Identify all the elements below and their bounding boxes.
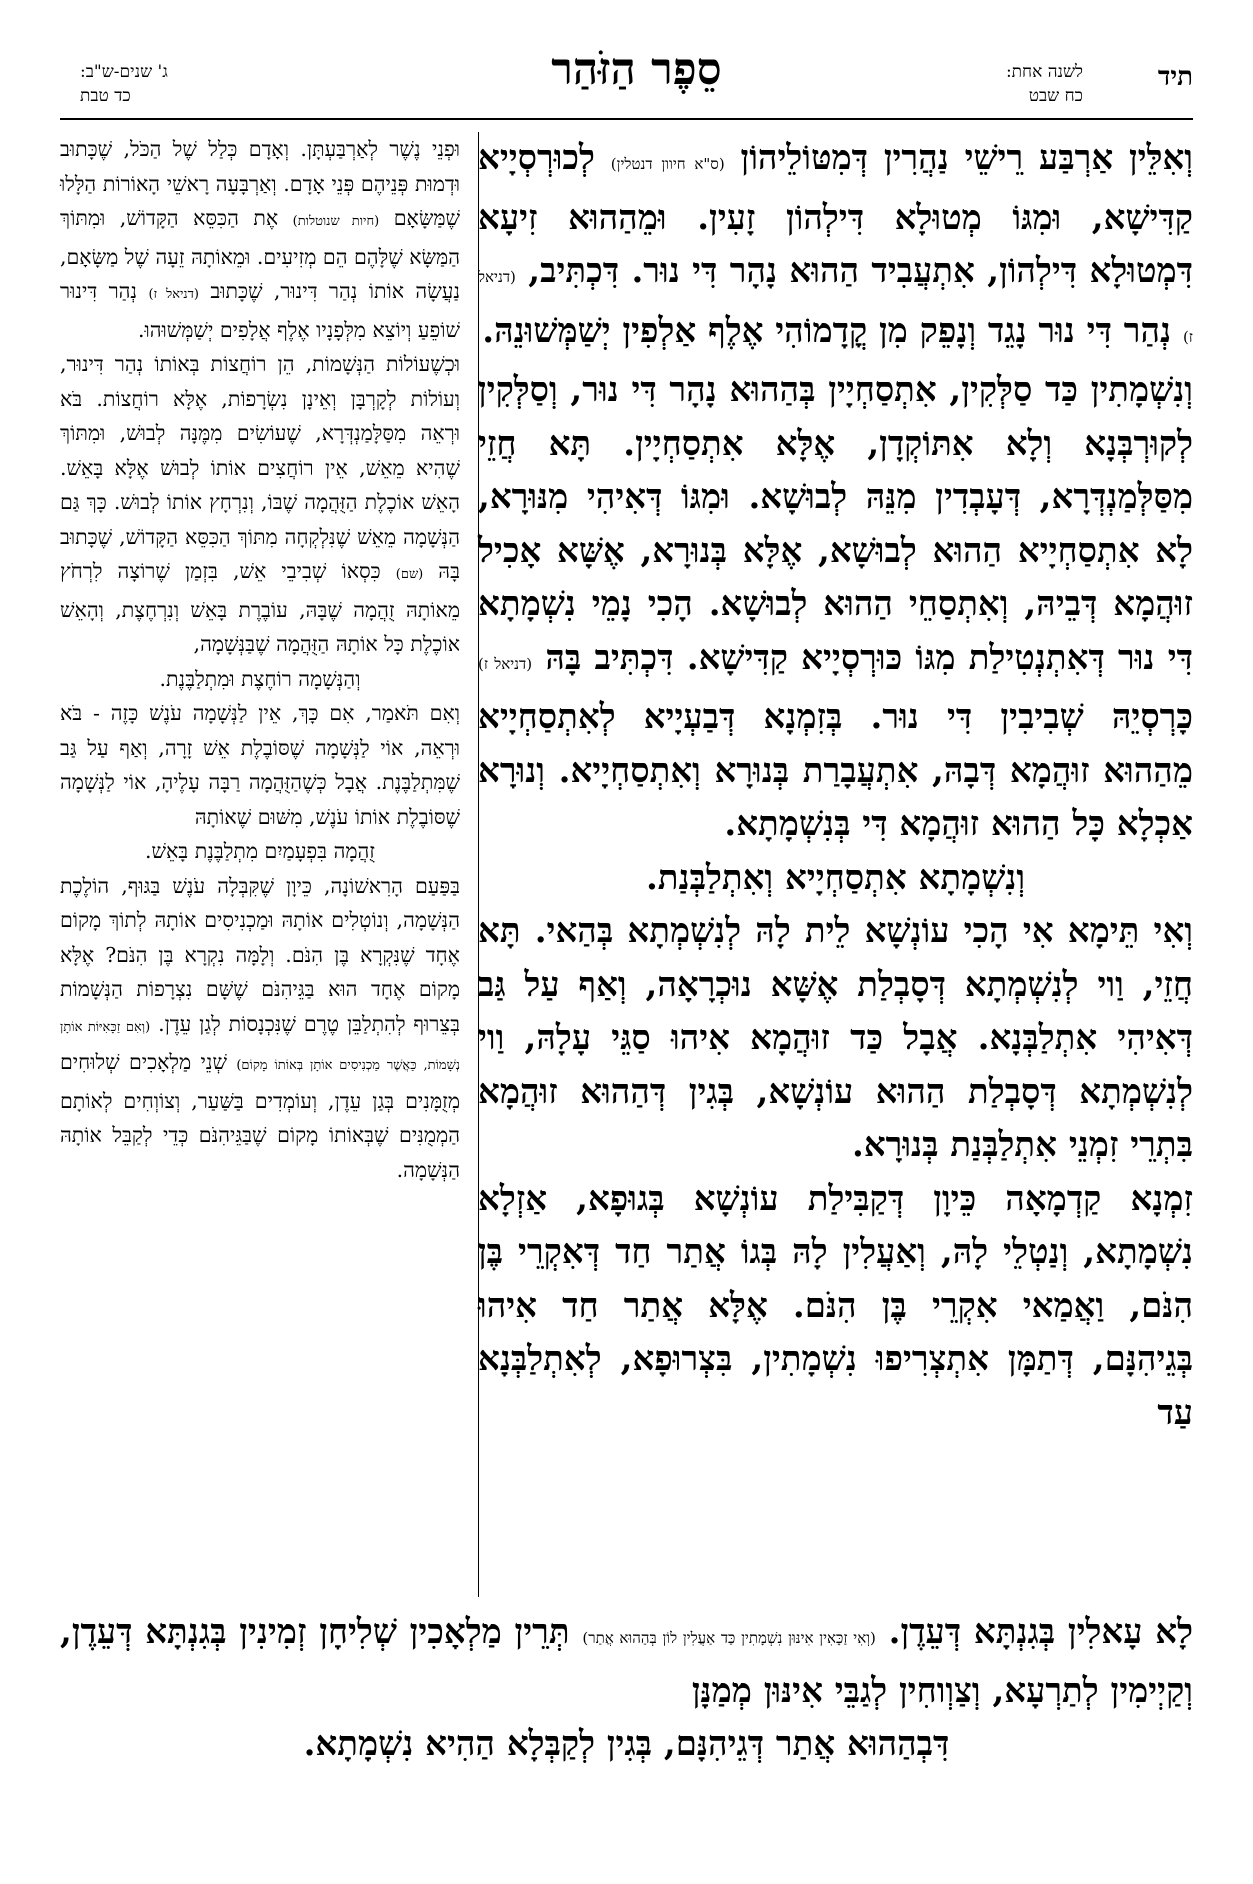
schedule-one-year-label: לשנה אחת: — [1005, 62, 1083, 82]
main-text: וְנִשְׁמָתִין כַּד סַלְּקִין, אִתְסַחְיָין בְּהַהוּא נָהָר דִּי נוּר, וְסַלְּקִין לְקוּרְבְּנָא וְלָא אִתּוֹקְדָן, אֶלָּא אִתְסַחְיָין. תָּא חֲזֵי מִסַּלְּמַנְדְּרָא, דְּעָבְדִין מִנֵּהּ לְבוּשָׁא. וּמִגּוֹ דְּאִיהִי מִנּוּרָא, לָא אִתְסַחְיָיא הַהוּא לְבוּשָׁא, אֶלָּא בְּנוּרָא, אֶשָּׁא אָכִיל זוּהֲמָא דְּבֵיהּ, וְאִתְסַחֵי הַהוּא לְבוּשָׁא. הָכִי נָמֵי נִשְׁמָתָא דִּי נוּר דְּאִתְנְטִילַת מִגּוֹ כּוּרְסְיָיא קַדִּישָׁא. דִּכְתִּיב בָּהּ — [478, 370, 1193, 678]
side-paragraph-4 — [60, 869, 460, 1188]
side-paragraph-3-end: זֻהֲמָה בִּפְעָמַיִם מִתְלַבֶּנֶת בָּאֵשׁ. — [144, 839, 376, 863]
main-text: לָא עָאלִין בְּגִנְתָּא דְּעֵדֶן. — [888, 1612, 1193, 1652]
verse-reference: (דניאל ז) — [478, 654, 533, 673]
book-title: סֵפֶר הַזֹּהַר — [551, 44, 722, 95]
side-text: וּכְשֶׁעוֹלוֹת הַנְּשָׁמוֹת, הֵן רוֹחֲצוֹת בְּאוֹתוֹ נְהַר דִּינוּר, וְעוֹלוֹת לְקָרְבָּן וְאֵינָן נִשְׂרָפוֹת, אֶלָּא רוֹחֲצוֹת. בֹּא וּרְאֵה מִסַּלָּמַנְדְּרָא, שֶׁעוֹשִׂים מִמֶּנָּה לְבוּשׁ, וּמִתּוֹךְ שֶׁהִיא מֵאֵשׁ, אֵין רוֹחֲצִים אוֹתוֹ לְבוּשׁ אֶלָּא בָּאֵשׁ. הָאֵשׁ אוֹכֶלֶת הַזֻּהֲמָה שֶׁבּוֹ, וְנִרְחָץ אוֹתוֹ לְבוּשׁ. כָּךְ גַּם הַנְּשָׁמָה מֵאֵשׁ שֶׁנִּלְקְחָה מִתּוֹךְ הַכִּסֵּא הַקָּדוֹשׁ, שֶׁכָּתוּב בָּהּ — [60, 352, 460, 583]
bottom-last-line: דִּבְהַהוּא אֲתַר דְּגֵיהִנָּם, בְּגִין לְקַבְּלָא הַהִיא נִשְׁמָתָא. — [303, 1724, 950, 1764]
main-paragraph-2-end: וְנִשְׁמָתָא אִתְסַחְיָיא וְאִתְלַבְּנַת. — [645, 857, 1026, 898]
bottom-paragraph — [60, 1606, 1193, 1718]
main-paragraph-3: וְאִי תֵּימָא אִי הָכִי עוֹנְשָׁא לֵית לָהּ לְנִשְׁמְתָא בְּהַאי. תָּא חֲזֵי, וַוי לְנִשְׁמְתָא דְּסָבְלַת אֶשָּׁא נוּכְרָאָה, וְאַף עַל גַּב דְּאִיהִי אִתְלַבְּנָא. אֲבָל כַּד זוּהֲמָא אִיהוּ סַגֵּי עָלָהּ, וַוי לְנִשְׁמְתָא דְּסָבְלַת הַהוּא עוֹנְשָׁא, בְּגִין דְּהַהוּא זוּהֲמָא בִּתְרֵי זִמְנֵי אִתְלַבְּנַת בְּנוּרָא. — [478, 911, 1193, 1165]
page-number: תיד — [1157, 62, 1193, 92]
variant-note: (ס"א חיוון דנטלין) — [610, 155, 725, 173]
aramaic-column — [478, 132, 1193, 1602]
column-divider — [478, 132, 479, 1597]
full-width-continuation — [60, 1606, 1193, 1771]
side-paragraph-2 — [60, 347, 460, 662]
verse-reference: (דניאל ז) — [478, 268, 1193, 346]
main-paragraph-2 — [478, 364, 1193, 852]
schedule-three-years-label: ג' שנים-ש"ב: — [80, 62, 168, 82]
variant-note: (וְאִם זַכָּאִיּוֹת אוֹתָן נְשָׁמוֹת, כַּאֲשֶׁר מַכְנִיסִים אוֹתָן בְּאוֹתוֹ מָקוֹם) — [60, 1019, 461, 1073]
side-text: כִּסְאוֹ שְׁבִיבֵי אֵשׁ, בִּזְמַן שֶׁרוֹצָה לִרְחֹץ מֵאוֹתָהּ זֻהֲמָה שֶׁבָּהּ, עוֹבֶרֶת בָּאֵשׁ וְנִרְחֶצֶת, וְהָאֵשׁ אוֹכֶלֶת כָּל אוֹתָהּ הַזֻּהֲמָה שֶׁבַּנְּשָׁמָה, — [60, 559, 460, 656]
schedule-three-years-date: כד טבת — [80, 86, 131, 106]
schedule-one-year-date: כח שבט — [1028, 86, 1083, 106]
side-paragraph-3: וְאִם תֹּאמַר, אִם כָּךְ, אֵין לַנְּשָׁמָה עֹנֶשׁ כָּזֶה - בֹּא וּרְאֵה, אוֹי לַנְּשָׁמָה שֶׁסּוֹבֶלֶת אֵשׁ זָרָה, וְאַף עַל גַּב שֶׁמִּתְלַבֶּנֶת. אֲבָל כְּשֶׁהַזֻּהֲמָה רַבָּה עָלֶיהָ, אוֹי לַנְּשָׁמָה שֶׁסּוֹבֶלֶת אוֹתוֹ עֹנֶשׁ, מִשּׁוּם שֶׁאוֹתָהּ — [60, 701, 460, 829]
side-text: אֶת הַכִּסֵּא הַקָּדוֹשׁ, וּמִתּוֹךְ הַמַּשָּׂא שֶׁלָּהֶם הֵם מְזִיעִים. וּמֵאוֹתָהּ זֵעָה שֶׁל מַשָּׂאָם, נַעֲשָׂה אוֹתוֹ נְהַר דִּינוּר, שֶׁכָּתוּב — [60, 206, 461, 303]
hebrew-translation-column — [60, 132, 460, 1602]
main-text: לְכוּרְסְיָיא קַדִּישָׁא, וּמִגּוֹ מְטוּלָא דִּילְהוֹן זָעִין. וּמֵהַהוּא זִיעָא דִּמְטוּלָא דִּילְהוֹן, אִתְעֲבִיד הַהוּא נָהָר דִּי נוּר. דִּכְתִּיב, — [478, 138, 1193, 291]
main-text: וְאִלֵּין אַרְבַּע רֵישֵׁי נַהֲרִין דְּמִטּוֹלֵיהוֹן — [740, 138, 1194, 178]
side-text: שְׁנֵי מַלְאָכִים שְׁלוּחִים מְזֻמָּנִים בְּגַן עֵדֶן, וְעוֹמְדִים בַּשַּׁעַר, וְצוֹוְחִים לְאוֹתָם הַמְמֻנִּים שֶׁבְּאוֹתוֹ מָקוֹם שֶׁבַּגֵּיהִנֹּם כְּדֵי לְקַבֵּל אוֹתָהּ הַנְּשָׁמָה. — [60, 1050, 460, 1182]
side-paragraph-1 — [60, 132, 460, 347]
page-header — [80, 40, 1193, 120]
header-rule — [60, 118, 1193, 120]
side-text: בַּפַּעַם הָרִאשׁוֹנָה, כֵּיוָן שֶׁקִּבְּלָה עֹנֶשׁ בַּגּוּף, הוֹלֶכֶת הַנְּשָׁמָה, וְנוֹטְלִים אוֹתָהּ וּמַכְנִיסִים אוֹתָהּ לְתוֹךְ מָקוֹם אֶחָד שֶׁנִּקְרָא בֶּן הִנֹּם. וְלָמָּה נִקְרָא בֶּן הִנֹּם? אֶלָּא מָקוֹם אֶחָד הוּא בַּגֵּיהִנֹּם שֶׁשָּׁם נִצְרָפוֹת הַנְּשָׁמוֹת בְּצֵרוּף לְהִתְלַבֵּן טֶרֶם שֶׁנִּכְנָסוֹת לְגַן עֵדֶן. — [60, 873, 460, 1036]
side-text: וּפְנֵי נֶשֶׁר לְאַרְבַּעְתָּן. וְאָדָם כְּלַל שֶׁל הַכֹּל, שֶׁכָּתוּב וּדְמוּת פְּנֵיהֶם פְּנֵי אָדָם. וְאַרְבָּעָה רָאשֵׁי הָאוֹרוֹת הַלָּלוּ שֶׁמַּשָּׂאָם — [60, 137, 460, 230]
main-text: כָּרְסְיֵהּ שְׁבִיבִין דִּי נוּר. בְּזִמְנָא דְּבַעְיָיא לְאִתְסַחְיָיא מֵהַהוּא זוּהֲמָא דְּבָהּ, אִתְעֲבָרַת בְּנוּרָא וְאִתְסַחְיָיא. וְנוּרָא אַכְלָא כָּל הַהוּא זוּהֲמָא דִּי בְּנִשְׁמָתָא. — [478, 697, 1193, 844]
side-text: נְהַר דִּינוּר שׁוֹפֵעַ וְיוֹצֵא מִלְּפָנָיו אֶלֶף אֲלָפִים יְשַׁמְּשׁוּהוּ. — [60, 279, 460, 342]
side-paragraph-2-end: וְהַנְּשָׁמָה רוֹחֶצֶת וּמִתְלַבֶּנֶת. — [159, 666, 361, 691]
main-paragraph-1 — [478, 132, 1193, 364]
variant-note: (חיות שנוטלות) — [292, 214, 380, 229]
variant-note: (וְאִי זַכָּאִין אִינּוּן נִשְׁמָתִין כַּד אַעֲלִין לוֹן בְּהַהוּא אֲתַר) — [582, 1629, 876, 1647]
main-text: תְּרֵין מַלְאָכִין שְׁלִיחָן זְמִינִין בְּגִנְתָּא דְּעֵדֶן, וְקַיְימִין לְתַרְעָא, וְצַוְוחִין לְגַבֵּי אִינּוּן מְמַנָּן — [60, 1612, 1193, 1711]
main-paragraph-4: זִמְנָא קַדְמָאָה כֵּיוָן דְּקַבִּילַת עוֹנְשָׁא בְּגוּפָא, אַזְלָא נִשְׁמָתָא, וְנַטְלֵי לָהּ, וְאַעֲלִין לָהּ בְּגוֹ אֲתַר חַד דְּאִקְרֵי בֶּן הִנֹּם, וַאֲמַאי אִקְרֵי בֶּן הִנֹּם. אֶלָּא אֲתַר חַד אִיהוּ בְּגֵיהִנָּם, דְּתַמָּן אִתְצְרִיפוּ נִשְׁמָתִין, בִּצְרוּפָא, לְאִתְלַבְּנָא עַד — [478, 1178, 1193, 1433]
main-text: נְהַר דִּי נוּר נָגֵד וְנָפֵק מִן קֳדָמוֹהִי אֶלֶף אַלְפִין יְשַׁמְּשׁוּנֵהּ. — [482, 310, 1172, 351]
verse-reference: (דניאל ז) — [148, 287, 199, 302]
verse-reference: (שם) — [395, 567, 424, 582]
schedule-three-years — [80, 60, 168, 108]
